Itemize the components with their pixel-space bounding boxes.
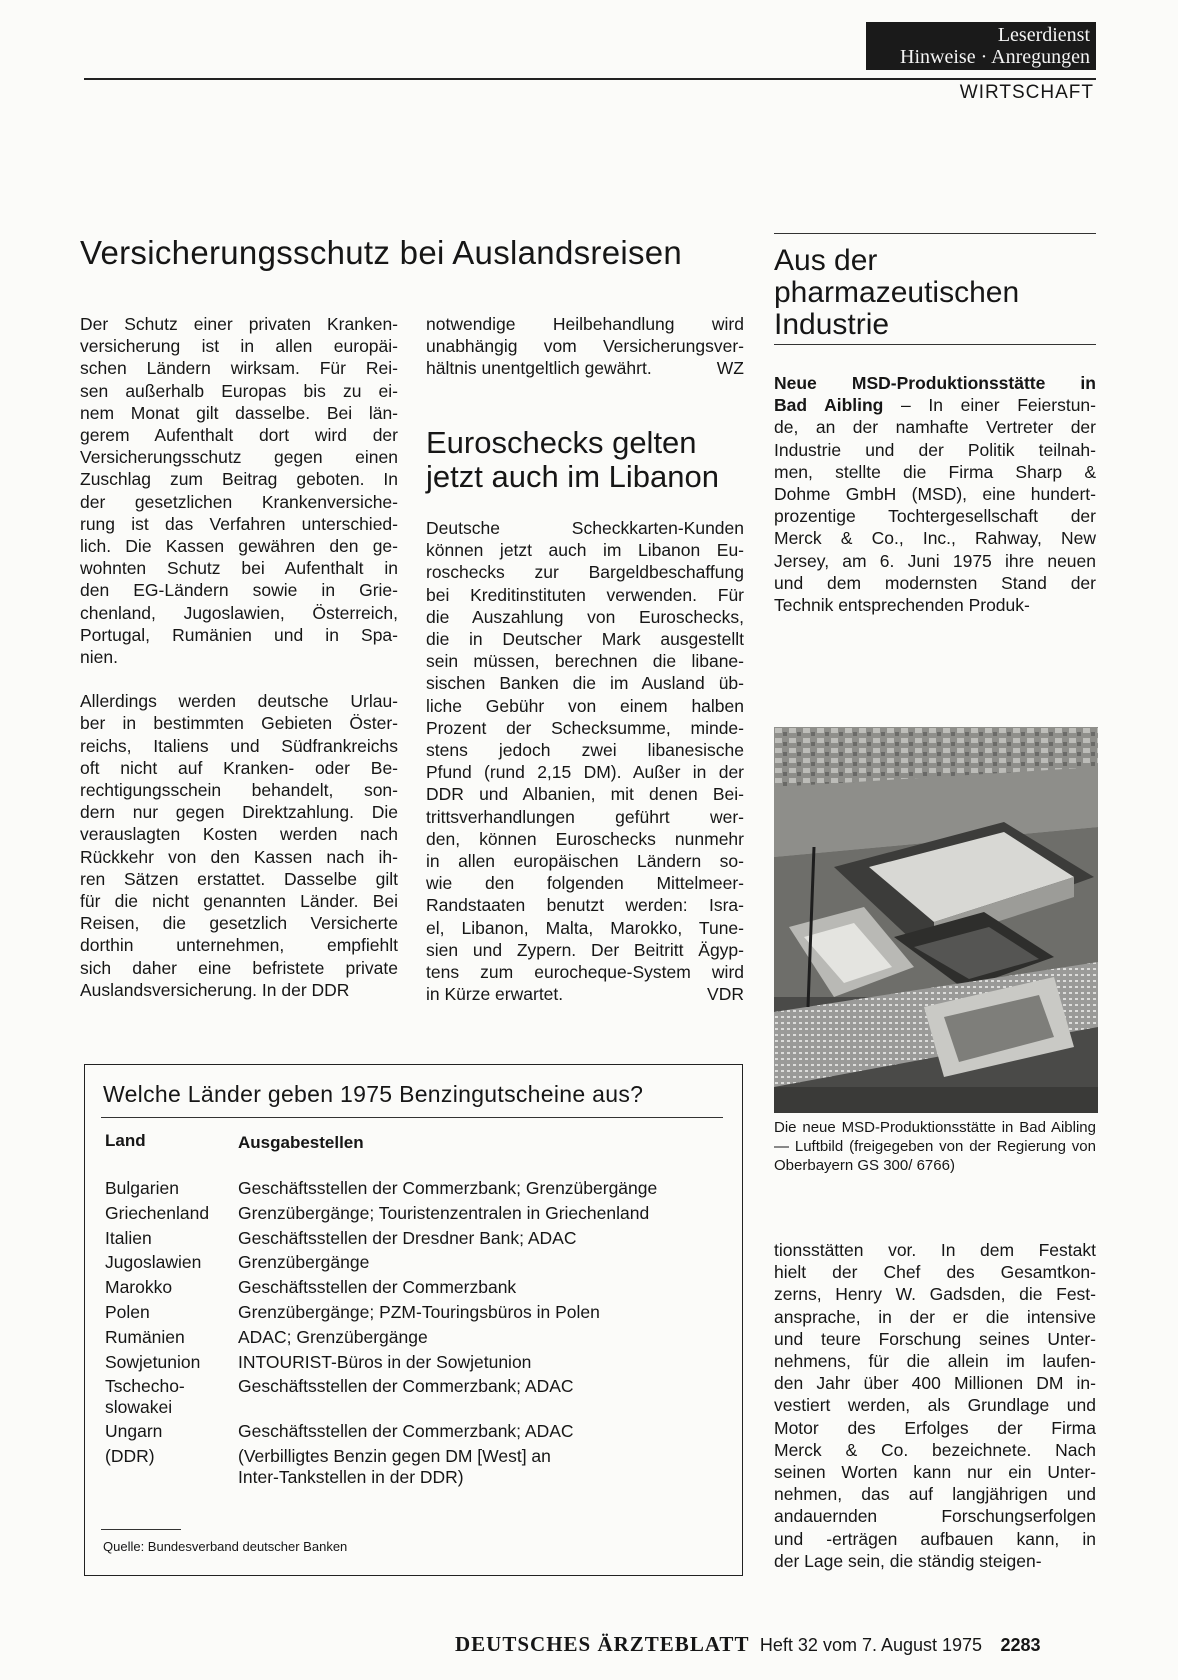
article1-col1-line: ber in bestimmten Gebieten Öster- — [80, 713, 398, 734]
article2-line: sischen Banken die im Ausland üb- — [426, 673, 744, 694]
article1-col1-line: chenland, Jugoslawien, Österreich, — [80, 602, 398, 623]
article2-line: sien und Zypern. Der Beitritt Ägyp- — [426, 939, 744, 960]
article1-col1-line: sich daher eine befristete private — [80, 957, 398, 978]
table-cell-ausgabestellen: (Verbilligtes Benzin gegen DM [West] an Inter-Tankstellen in der DDR) — [238, 1446, 551, 1488]
article2-line: in allen europäischen Ländern so- — [426, 851, 744, 872]
page-number: 2283 — [1000, 1635, 1041, 1655]
article3-bottom-line: hielt der Chef des Gesamtkon- — [774, 1262, 1096, 1283]
table-title-rule — [101, 1117, 723, 1118]
article3-paragraph-bottom — [774, 1239, 1096, 1572]
article2-line: trittsverhandlungen geführt wer- — [426, 806, 744, 827]
leserdienst-label: Leserdienst — [997, 24, 1090, 46]
article2-line: stens jedoch zwei libanesische — [426, 740, 744, 761]
article1-column1 — [80, 313, 398, 1001]
article2-line: in Kürze erwartet. VDR — [426, 984, 744, 1005]
article3-top-rule — [774, 233, 1096, 234]
article1-col1-line: Reisen, die gesetzlich Versicherte — [80, 913, 398, 934]
article2-title-line1: Euroschecks gelten — [426, 425, 697, 460]
article3-top-line: Jersey, am 6. Juni 1975 ihre neuen — [774, 550, 1096, 571]
table-header-ausgabestellen: Ausgabestellen — [238, 1133, 364, 1152]
article1-col1-line: rechtigungsschein behandelt, son- — [80, 780, 398, 801]
header-rule — [84, 78, 1096, 80]
table-cell-land: Sowjetunion — [105, 1351, 201, 1372]
article3-bottom-line: und teure Forschung seines Unter- — [774, 1328, 1096, 1349]
article3-title-rule — [774, 344, 1096, 345]
article3-body-top — [774, 372, 1096, 616]
article2-title — [426, 426, 756, 494]
article1-title: Versicherungsschutz bei Auslandsreisen — [80, 234, 683, 271]
article1-col1-line: sen außerhalb Europas bis zu ei- — [80, 380, 398, 401]
article2-line: die Auszahlung von Euroschecks, — [426, 606, 744, 627]
table-cell-land: Bulgarien — [105, 1178, 179, 1198]
photo-caption: Die neue MSD-Produktionsstätte in Bad Aibling — Luftbild (freigegeben von der Regierung von Oberbayern GS 300/ 6766) — [774, 1119, 1096, 1174]
article1-col1-line: nien. — [80, 647, 118, 668]
article3-bottom-line: Motor des Erfolges der Firma — [774, 1417, 1096, 1438]
article2-line: Randstaaten benutzt werden: Isra- — [426, 895, 744, 916]
article1-col1-line: Versicherungsschutz gegen einen — [80, 447, 398, 468]
article1-col1-line: rung ist das Verfahren unterschied- — [80, 513, 398, 534]
article3-bottom-line: nehmens, für die allein im laufen- — [774, 1351, 1096, 1372]
article3-bottom-line: tionsstätten vor. In dem Festakt — [774, 1240, 1096, 1260]
table-cell-land: Tschecho- slowakei — [105, 1376, 185, 1418]
aerial-photo-image — [774, 727, 1098, 1113]
table-cell-ausgabestellen: Grenzübergänge; Touristenzentralen in Griechenland — [238, 1202, 650, 1223]
leserdienst-box — [866, 22, 1096, 70]
article1-col1-line: Allerdings werden deutsche Urlau- — [80, 691, 398, 712]
aerial-photo — [774, 727, 1098, 1113]
article3-bottom-line: andauernden Forschungserfolgen — [774, 1506, 1096, 1527]
article1-column2-text — [426, 313, 744, 380]
article1-col1-line: verauslagten Kosten werden nach — [80, 824, 398, 845]
article2-title-line2: jetzt auch im Libanon — [426, 459, 719, 494]
article1-col1-line: lich. Die Kassen gewähren den ge- — [80, 536, 398, 557]
article1-paragraph1 — [80, 313, 398, 668]
article1-col1-line: schen Ländern wirksam. Für Rei- — [80, 358, 398, 379]
hinweise-label: Hinweise · Anregungen — [900, 46, 1090, 68]
article1-col1-line: Zuschlag zum Beitrag geboten. In — [80, 469, 398, 490]
article3-lead-bold: Neue MSD-Produktionsstätte in — [774, 373, 1096, 393]
article3-paragraph-top — [774, 372, 1096, 616]
table-cell-land: Polen — [105, 1302, 150, 1322]
article3-bottom-line: den Jahr über 400 Millionen DM in- — [774, 1373, 1096, 1394]
article2-paragraph — [426, 517, 744, 1005]
table-cell-land: (DDR) — [105, 1446, 155, 1467]
table-cell-ausgabestellen: INTOURIST-Büros in der Sowjetunion — [238, 1351, 532, 1372]
article1-col1-line: gerem Aufenthalt dort wird der — [80, 425, 398, 446]
table-cell-ausgabestellen: Grenzübergänge — [238, 1252, 370, 1273]
article3-top-line: Technik entsprechenden Produk- — [774, 595, 1030, 616]
table-cell-ausgabestellen: Geschäftsstellen der Commerzbank — [238, 1277, 517, 1298]
article3-top-line: de, an der namhafte Vertreter der — [774, 417, 1096, 438]
article3-bottom-line: und -erträgen aufbauen kann, in — [774, 1528, 1096, 1549]
masthead: DEUTSCHES ÄRZTEBLATT — [455, 1632, 750, 1656]
article3-line: Bad Aibling – In einer Feierstun- — [774, 395, 1096, 416]
article2-line: die in Deutscher Mark ausgestellt — [426, 629, 744, 650]
table-cell-land: Rumänien — [105, 1326, 185, 1347]
table-cell-ausgabestellen: ADAC; Grenzübergänge — [238, 1326, 428, 1347]
table-cell-ausgabestellen: Geschäftsstellen der Commerzbank; ADAC — [238, 1421, 574, 1442]
article1-col2-line: notwendige Heilbehandlung wird — [426, 314, 744, 334]
article1-col1-line: dern nur gegen Direktzahlung. Die — [80, 802, 398, 823]
article2-line: liche Gebühr von einem halben — [426, 695, 744, 716]
article1-col1-line: der gesetzlichen Krankenversiche- — [80, 491, 398, 512]
article3-top-line: Industrie und der Politik teilnah- — [774, 439, 1096, 460]
article2-line: el, Libanon, Malta, Marokko, Tune- — [426, 917, 744, 938]
article3-top-line: Merck & Co., Inc., Rahway, New — [774, 528, 1096, 549]
article3-title-line3: Industrie — [774, 308, 890, 341]
source-rule — [101, 1529, 181, 1530]
article1-col1-line: den EG-Ländern sowie in Grie- — [80, 580, 398, 601]
article2-line: roschecks zur Bargeldbeschaffung — [426, 562, 744, 583]
article3-top-line: men, stellte die Firma Sharp & — [774, 461, 1096, 482]
article1-col1-line: Auslandsversicherung. In der DDR — [80, 979, 350, 1000]
table-header-land: Land — [105, 1131, 146, 1150]
article1-col1-line: ren Sätzen erstattet. Dasselbe gilt — [80, 868, 398, 889]
article2-line: können jetzt auch im Libanon Eu- — [426, 540, 744, 561]
table-cell-ausgabestellen: Geschäftsstellen der Dresdner Bank; ADAC — [238, 1227, 577, 1248]
article3-title-line2: pharmazeutischen — [774, 276, 1020, 309]
article3-bottom-line: der Lage sein, die ständig steigen- — [774, 1550, 1042, 1571]
article1-col1-line: versicherung ist in allen europäi- — [80, 336, 398, 357]
article1-paragraph2 — [80, 690, 398, 1001]
article1-col2-line: hältnis unentgeltlich gewährt. WZ — [426, 358, 744, 379]
page-footer — [455, 1632, 1098, 1657]
table-title: Welche Länder geben 1975 Benzingutscheine aus? — [103, 1081, 644, 1107]
table-cell-land: Italien — [105, 1227, 152, 1248]
article2-line: Prozent der Schecksumme, minde- — [426, 717, 744, 738]
article1-col1-line: Der Schutz einer privaten Kranken- — [80, 314, 398, 334]
article2-line: bei Kreditinstituten verwenden. Für — [426, 584, 744, 605]
article3-title — [774, 245, 1096, 341]
article3-title-line1: Aus der — [774, 244, 878, 277]
article2-line: DDR und Albanien, mit denen Bei- — [426, 784, 744, 805]
article3-lead-line — [774, 372, 1096, 394]
table-cell-land: Griechenland — [105, 1202, 210, 1223]
article2-line: den, können Euroschecks nunmehr — [426, 828, 744, 849]
table-cell-ausgabestellen: Geschäftsstellen der Commerzbank; ADAC — [238, 1376, 574, 1397]
table-cell-land: Marokko — [105, 1277, 173, 1298]
table-source: Quelle: Bundesverband deutscher Banken — [103, 1539, 348, 1554]
article1-col1-line: Portugal, Rumänien und in Spa- — [80, 624, 398, 645]
article3-bottom-line: vestiert werden, als Grundlage und — [774, 1395, 1096, 1416]
article1-col1-line: Rückkehr von den Kassen nach ih- — [80, 846, 398, 867]
article2-line: Deutsche Scheckkarten-Kunden — [426, 518, 744, 538]
article3-bottom-line: zerns, Henry W. Gadsden, die Fest- — [774, 1284, 1096, 1305]
article3-bottom-line: seinen Worten kann nur ein Unter- — [774, 1462, 1096, 1483]
table-cell-ausgabestellen: Grenzübergänge; PZM-Touringsbüros in Polen — [238, 1302, 600, 1322]
article1-col1-line: wohnten Schutz bei Aufenthalt in — [80, 558, 398, 579]
article2-body — [426, 517, 744, 1005]
table-cell-land: Ungarn — [105, 1421, 163, 1442]
article3-body-bottom — [774, 1239, 1096, 1572]
article1-col2-line: unabhängig vom Versicherungsver- — [426, 336, 744, 357]
benzingutscheine-table-box — [84, 1064, 743, 1576]
article1-col1-line: für die nicht genannten Länder. Bei — [80, 891, 398, 912]
article3-top-line: Dohme GmbH (MSD), eine hundert- — [774, 484, 1096, 505]
issue-info: Heft 32 vom 7. August 1975 — [759, 1635, 983, 1655]
article3-bottom-line: Merck & Co. bezeichnete. Nach — [774, 1439, 1096, 1460]
article2-line: tens zum eurocheque-System wird — [426, 962, 744, 983]
article3-lead-place: Bad Aibling — [774, 395, 902, 416]
article1-col1-line: nem Monat gilt dasselbe. Bei län- — [80, 402, 398, 423]
article2-line: wie den folgenden Mittelmeer- — [426, 873, 744, 894]
article1-col1-line: reichs, Italiens und Südfrankreichs — [80, 735, 398, 756]
article2-byline: VDR — [707, 984, 744, 1005]
article1-column2 — [426, 313, 744, 380]
article1-col1-line: dorthin unternehmen, empfiehlt — [80, 935, 398, 956]
article3-top-line: und dem modernsten Stand der — [774, 572, 1096, 593]
article3-bottom-line: ansprache, in der er die intensive — [774, 1306, 1096, 1327]
article3-bottom-line: nehmen, das auf langjährigen und — [774, 1484, 1096, 1505]
section-label: WIRTSCHAFT — [959, 82, 1094, 103]
table-cell-ausgabestellen: Geschäftsstellen der Commerzbank; Grenzübergänge — [238, 1178, 658, 1198]
article2-line: Pfund (rund 2,15 DM). Außer in der — [426, 762, 744, 783]
article1-col2-byline: WZ — [716, 358, 744, 379]
table-cell-land: Jugoslawien — [105, 1252, 202, 1273]
article1-col1-line: oft nicht auf Kranken- oder Be- — [80, 757, 398, 778]
article3-top-line: prozentige Tochtergesellschaft der — [774, 506, 1096, 527]
article2-line: sein müssen, berechnen die libane- — [426, 651, 744, 672]
